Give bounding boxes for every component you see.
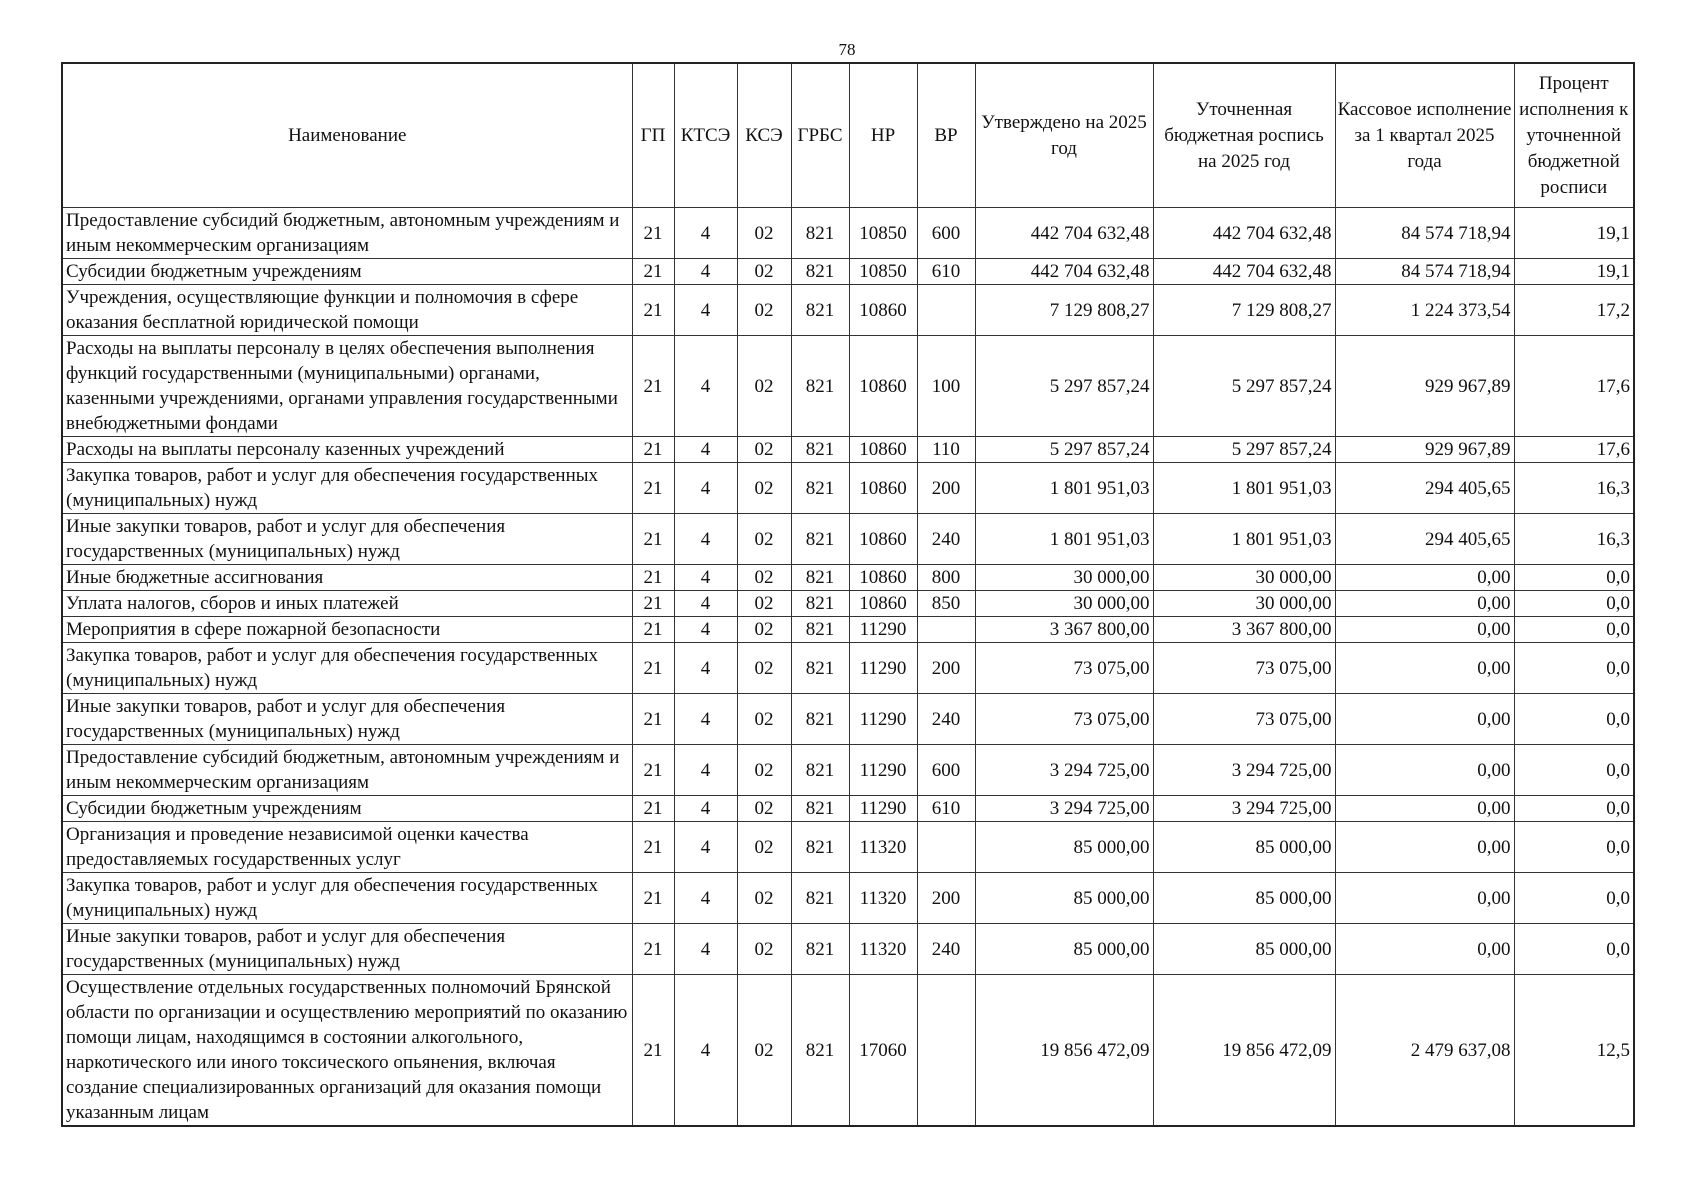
cell-np: 10860 <box>849 591 917 617</box>
cell-np: 10860 <box>849 437 917 463</box>
table-row <box>62 822 1634 873</box>
cell-vr: 850 <box>917 591 975 617</box>
cell-ktse: 4 <box>674 975 737 1127</box>
cell-name: Уплата налогов, сборов и иных платежей <box>62 591 632 617</box>
header-approved: Утверждено на 2025 год <box>975 63 1153 208</box>
cell-vr <box>917 617 975 643</box>
cell-grbs: 821 <box>791 208 849 259</box>
cell-ktse: 4 <box>674 591 737 617</box>
cell-kse: 02 <box>737 259 791 285</box>
cell-gp: 21 <box>632 617 674 643</box>
cell-grbs: 821 <box>791 796 849 822</box>
table-row <box>62 924 1634 975</box>
header-gp: ГП <box>632 63 674 208</box>
cell-name: Расходы на выплаты персоналу казенных учреждений <box>62 437 632 463</box>
cell-refined: 3 294 725,00 <box>1153 745 1335 796</box>
cell-grbs: 821 <box>791 463 849 514</box>
table-body <box>62 208 1634 1127</box>
cell-ktse: 4 <box>674 565 737 591</box>
cell-gp: 21 <box>632 336 674 437</box>
cell-ktse: 4 <box>674 924 737 975</box>
cell-grbs: 821 <box>791 873 849 924</box>
cell-cash: 0,00 <box>1335 694 1514 745</box>
cell-ktse: 4 <box>674 796 737 822</box>
cell-approved: 5 297 857,24 <box>975 336 1153 437</box>
cell-np: 10860 <box>849 336 917 437</box>
cell-gp: 21 <box>632 745 674 796</box>
cell-gp: 21 <box>632 924 674 975</box>
cell-kse: 02 <box>737 565 791 591</box>
cell-name: Иные бюджетные ассигнования <box>62 565 632 591</box>
cell-kse: 02 <box>737 643 791 694</box>
cell-name: Иные закупки товаров, работ и услуг для обеспечения государственных (муниципальных) нужд <box>62 694 632 745</box>
cell-ktse: 4 <box>674 643 737 694</box>
cell-cash: 0,00 <box>1335 796 1514 822</box>
cell-cash: 1 224 373,54 <box>1335 285 1514 336</box>
cell-percent: 0,0 <box>1514 694 1634 745</box>
cell-vr <box>917 822 975 873</box>
cell-cash: 0,00 <box>1335 565 1514 591</box>
cell-cash: 0,00 <box>1335 924 1514 975</box>
table-row <box>62 285 1634 336</box>
header-cash: Кассовое исполнение за 1 квартал 2025 года <box>1335 63 1514 208</box>
cell-grbs: 821 <box>791 694 849 745</box>
cell-np: 11320 <box>849 822 917 873</box>
cell-refined: 85 000,00 <box>1153 822 1335 873</box>
cell-ktse: 4 <box>674 259 737 285</box>
cell-ktse: 4 <box>674 437 737 463</box>
cell-ktse: 4 <box>674 514 737 565</box>
cell-name: Иные закупки товаров, работ и услуг для обеспечения государственных (муниципальных) нужд <box>62 514 632 565</box>
cell-np: 11290 <box>849 796 917 822</box>
cell-refined: 73 075,00 <box>1153 643 1335 694</box>
cell-grbs: 821 <box>791 643 849 694</box>
table-row <box>62 694 1634 745</box>
cell-percent: 16,3 <box>1514 463 1634 514</box>
table-row <box>62 565 1634 591</box>
cell-percent: 0,0 <box>1514 745 1634 796</box>
cell-grbs: 821 <box>791 822 849 873</box>
cell-approved: 19 856 472,09 <box>975 975 1153 1127</box>
cell-name: Учреждения, осуществляющие функции и полномочия в сфере оказания бесплатной юридической помощи <box>62 285 632 336</box>
cell-kse: 02 <box>737 617 791 643</box>
cell-cash: 84 574 718,94 <box>1335 259 1514 285</box>
cell-cash: 0,00 <box>1335 873 1514 924</box>
cell-percent: 0,0 <box>1514 822 1634 873</box>
cell-np: 11290 <box>849 617 917 643</box>
table-row <box>62 796 1634 822</box>
cell-ktse: 4 <box>674 873 737 924</box>
cell-approved: 30 000,00 <box>975 591 1153 617</box>
table-row <box>62 873 1634 924</box>
cell-refined: 442 704 632,48 <box>1153 208 1335 259</box>
cell-kse: 02 <box>737 514 791 565</box>
cell-ktse: 4 <box>674 745 737 796</box>
cell-gp: 21 <box>632 822 674 873</box>
cell-vr: 240 <box>917 694 975 745</box>
cell-gp: 21 <box>632 259 674 285</box>
cell-refined: 1 801 951,03 <box>1153 463 1335 514</box>
cell-gp: 21 <box>632 694 674 745</box>
cell-ktse: 4 <box>674 694 737 745</box>
cell-refined: 85 000,00 <box>1153 873 1335 924</box>
cell-kse: 02 <box>737 336 791 437</box>
cell-refined: 73 075,00 <box>1153 694 1335 745</box>
cell-vr: 200 <box>917 873 975 924</box>
table-row <box>62 617 1634 643</box>
cell-percent: 17,6 <box>1514 437 1634 463</box>
cell-kse: 02 <box>737 591 791 617</box>
cell-percent: 19,1 <box>1514 259 1634 285</box>
cell-approved: 7 129 808,27 <box>975 285 1153 336</box>
cell-kse: 02 <box>737 822 791 873</box>
cell-kse: 02 <box>737 285 791 336</box>
cell-cash: 0,00 <box>1335 643 1514 694</box>
cell-cash: 84 574 718,94 <box>1335 208 1514 259</box>
cell-approved: 30 000,00 <box>975 565 1153 591</box>
cell-refined: 19 856 472,09 <box>1153 975 1335 1127</box>
cell-name: Осуществление отдельных государственных полномочий Брянской области по организации и осуществлению мероприятий по оказанию помощи лицам, находящимся в состоянии алкогольного, наркотического или иного токсического опьянения, включая создание специализированных организаций для оказания помощи указанным лицам <box>62 975 632 1127</box>
cell-percent: 19,1 <box>1514 208 1634 259</box>
cell-grbs: 821 <box>791 924 849 975</box>
cell-np: 11290 <box>849 745 917 796</box>
cell-grbs: 821 <box>791 259 849 285</box>
cell-cash: 929 967,89 <box>1335 336 1514 437</box>
cell-vr <box>917 285 975 336</box>
cell-gp: 21 <box>632 975 674 1127</box>
cell-kse: 02 <box>737 796 791 822</box>
cell-approved: 85 000,00 <box>975 873 1153 924</box>
cell-np: 10860 <box>849 285 917 336</box>
cell-percent: 0,0 <box>1514 617 1634 643</box>
cell-np: 17060 <box>849 975 917 1127</box>
cell-approved: 3 294 725,00 <box>975 796 1153 822</box>
cell-percent: 17,6 <box>1514 336 1634 437</box>
cell-refined: 5 297 857,24 <box>1153 437 1335 463</box>
cell-np: 10860 <box>849 565 917 591</box>
cell-vr: 610 <box>917 796 975 822</box>
cell-name: Предоставление субсидий бюджетным, автономным учреждениям и иным некоммерческим организациям <box>62 745 632 796</box>
cell-cash: 2 479 637,08 <box>1335 975 1514 1127</box>
cell-name: Иные закупки товаров, работ и услуг для обеспечения государственных (муниципальных) нужд <box>62 924 632 975</box>
cell-kse: 02 <box>737 208 791 259</box>
cell-cash: 0,00 <box>1335 745 1514 796</box>
cell-kse: 02 <box>737 694 791 745</box>
cell-ktse: 4 <box>674 208 737 259</box>
cell-refined: 7 129 808,27 <box>1153 285 1335 336</box>
cell-grbs: 821 <box>791 975 849 1127</box>
table-row <box>62 259 1634 285</box>
cell-cash: 0,00 <box>1335 591 1514 617</box>
cell-name: Мероприятия в сфере пожарной безопасности <box>62 617 632 643</box>
cell-vr <box>917 975 975 1127</box>
cell-approved: 1 801 951,03 <box>975 514 1153 565</box>
header-name: Наименование <box>62 63 632 208</box>
cell-grbs: 821 <box>791 591 849 617</box>
cell-grbs: 821 <box>791 745 849 796</box>
cell-vr: 610 <box>917 259 975 285</box>
cell-gp: 21 <box>632 208 674 259</box>
cell-gp: 21 <box>632 565 674 591</box>
cell-grbs: 821 <box>791 437 849 463</box>
cell-gp: 21 <box>632 796 674 822</box>
cell-ktse: 4 <box>674 463 737 514</box>
table-header <box>62 63 1634 208</box>
table-row <box>62 208 1634 259</box>
cell-vr: 200 <box>917 643 975 694</box>
table-row <box>62 463 1634 514</box>
cell-grbs: 821 <box>791 617 849 643</box>
cell-vr: 200 <box>917 463 975 514</box>
cell-kse: 02 <box>737 924 791 975</box>
cell-vr: 100 <box>917 336 975 437</box>
cell-refined: 3 294 725,00 <box>1153 796 1335 822</box>
cell-approved: 85 000,00 <box>975 924 1153 975</box>
table-row <box>62 745 1634 796</box>
cell-percent: 0,0 <box>1514 591 1634 617</box>
cell-cash: 929 967,89 <box>1335 437 1514 463</box>
cell-kse: 02 <box>737 873 791 924</box>
table-row <box>62 437 1634 463</box>
header-ktse: КТСЭ <box>674 63 737 208</box>
cell-name: Субсидии бюджетным учреждениям <box>62 259 632 285</box>
cell-ktse: 4 <box>674 285 737 336</box>
cell-gp: 21 <box>632 463 674 514</box>
table-row <box>62 975 1634 1127</box>
cell-percent: 0,0 <box>1514 565 1634 591</box>
cell-percent: 0,0 <box>1514 643 1634 694</box>
cell-approved: 3 294 725,00 <box>975 745 1153 796</box>
table-row <box>62 336 1634 437</box>
cell-percent: 12,5 <box>1514 975 1634 1127</box>
header-np: НР <box>849 63 917 208</box>
cell-grbs: 821 <box>791 565 849 591</box>
header-row <box>62 63 1634 208</box>
cell-refined: 85 000,00 <box>1153 924 1335 975</box>
cell-kse: 02 <box>737 745 791 796</box>
page-number: 78 <box>838 40 856 59</box>
cell-refined: 5 297 857,24 <box>1153 336 1335 437</box>
cell-cash: 294 405,65 <box>1335 463 1514 514</box>
cell-refined: 30 000,00 <box>1153 591 1335 617</box>
cell-vr: 240 <box>917 924 975 975</box>
cell-ktse: 4 <box>674 336 737 437</box>
table-row <box>62 591 1634 617</box>
budget-execution-table <box>61 62 1635 1127</box>
cell-name: Расходы на выплаты персоналу в целях обеспечения выполнения функций государственными (муниципальными) органами, казенными учреждениями, органами управления государственными внебюджетными фондами <box>62 336 632 437</box>
cell-vr: 800 <box>917 565 975 591</box>
cell-np: 10850 <box>849 208 917 259</box>
header-grbs: ГРБС <box>791 63 849 208</box>
cell-refined: 3 367 800,00 <box>1153 617 1335 643</box>
cell-percent: 0,0 <box>1514 924 1634 975</box>
cell-grbs: 821 <box>791 336 849 437</box>
cell-gp: 21 <box>632 514 674 565</box>
cell-percent: 17,2 <box>1514 285 1634 336</box>
cell-percent: 0,0 <box>1514 873 1634 924</box>
cell-gp: 21 <box>632 437 674 463</box>
cell-np: 10860 <box>849 514 917 565</box>
cell-name: Субсидии бюджетным учреждениям <box>62 796 632 822</box>
cell-vr: 600 <box>917 745 975 796</box>
cell-kse: 02 <box>737 975 791 1127</box>
cell-approved: 73 075,00 <box>975 643 1153 694</box>
cell-cash: 0,00 <box>1335 617 1514 643</box>
cell-approved: 442 704 632,48 <box>975 259 1153 285</box>
cell-gp: 21 <box>632 591 674 617</box>
cell-name: Предоставление субсидий бюджетным, автономным учреждениям и иным некоммерческим организациям <box>62 208 632 259</box>
cell-approved: 5 297 857,24 <box>975 437 1153 463</box>
cell-name: Организация и проведение независимой оценки качества предоставляемых государственных услуг <box>62 822 632 873</box>
cell-approved: 442 704 632,48 <box>975 208 1153 259</box>
cell-np: 11320 <box>849 924 917 975</box>
cell-name: Закупка товаров, работ и услуг для обеспечения государственных (муниципальных) нужд <box>62 873 632 924</box>
cell-ktse: 4 <box>674 617 737 643</box>
cell-cash: 294 405,65 <box>1335 514 1514 565</box>
table-row <box>62 514 1634 565</box>
cell-grbs: 821 <box>791 285 849 336</box>
cell-approved: 1 801 951,03 <box>975 463 1153 514</box>
header-refined: Уточненная бюджетная роспись на 2025 год <box>1153 63 1335 208</box>
cell-vr: 600 <box>917 208 975 259</box>
cell-ktse: 4 <box>674 822 737 873</box>
cell-gp: 21 <box>632 285 674 336</box>
cell-kse: 02 <box>737 463 791 514</box>
cell-np: 11290 <box>849 694 917 745</box>
cell-grbs: 821 <box>791 514 849 565</box>
header-vr: ВР <box>917 63 975 208</box>
table-row <box>62 643 1634 694</box>
header-percent: Процент исполнения к уточненной бюджетной росписи <box>1514 63 1634 208</box>
cell-np: 11320 <box>849 873 917 924</box>
cell-refined: 442 704 632,48 <box>1153 259 1335 285</box>
cell-refined: 30 000,00 <box>1153 565 1335 591</box>
cell-kse: 02 <box>737 437 791 463</box>
cell-percent: 0,0 <box>1514 796 1634 822</box>
cell-name: Закупка товаров, работ и услуг для обеспечения государственных (муниципальных) нужд <box>62 643 632 694</box>
cell-percent: 16,3 <box>1514 514 1634 565</box>
cell-np: 11290 <box>849 643 917 694</box>
cell-approved: 3 367 800,00 <box>975 617 1153 643</box>
cell-name: Закупка товаров, работ и услуг для обеспечения государственных (муниципальных) нужд <box>62 463 632 514</box>
header-kse: КСЭ <box>737 63 791 208</box>
cell-np: 10860 <box>849 463 917 514</box>
cell-refined: 1 801 951,03 <box>1153 514 1335 565</box>
cell-cash: 0,00 <box>1335 822 1514 873</box>
cell-vr: 110 <box>917 437 975 463</box>
cell-vr: 240 <box>917 514 975 565</box>
cell-gp: 21 <box>632 643 674 694</box>
cell-approved: 73 075,00 <box>975 694 1153 745</box>
cell-np: 10850 <box>849 259 917 285</box>
cell-gp: 21 <box>632 873 674 924</box>
cell-approved: 85 000,00 <box>975 822 1153 873</box>
